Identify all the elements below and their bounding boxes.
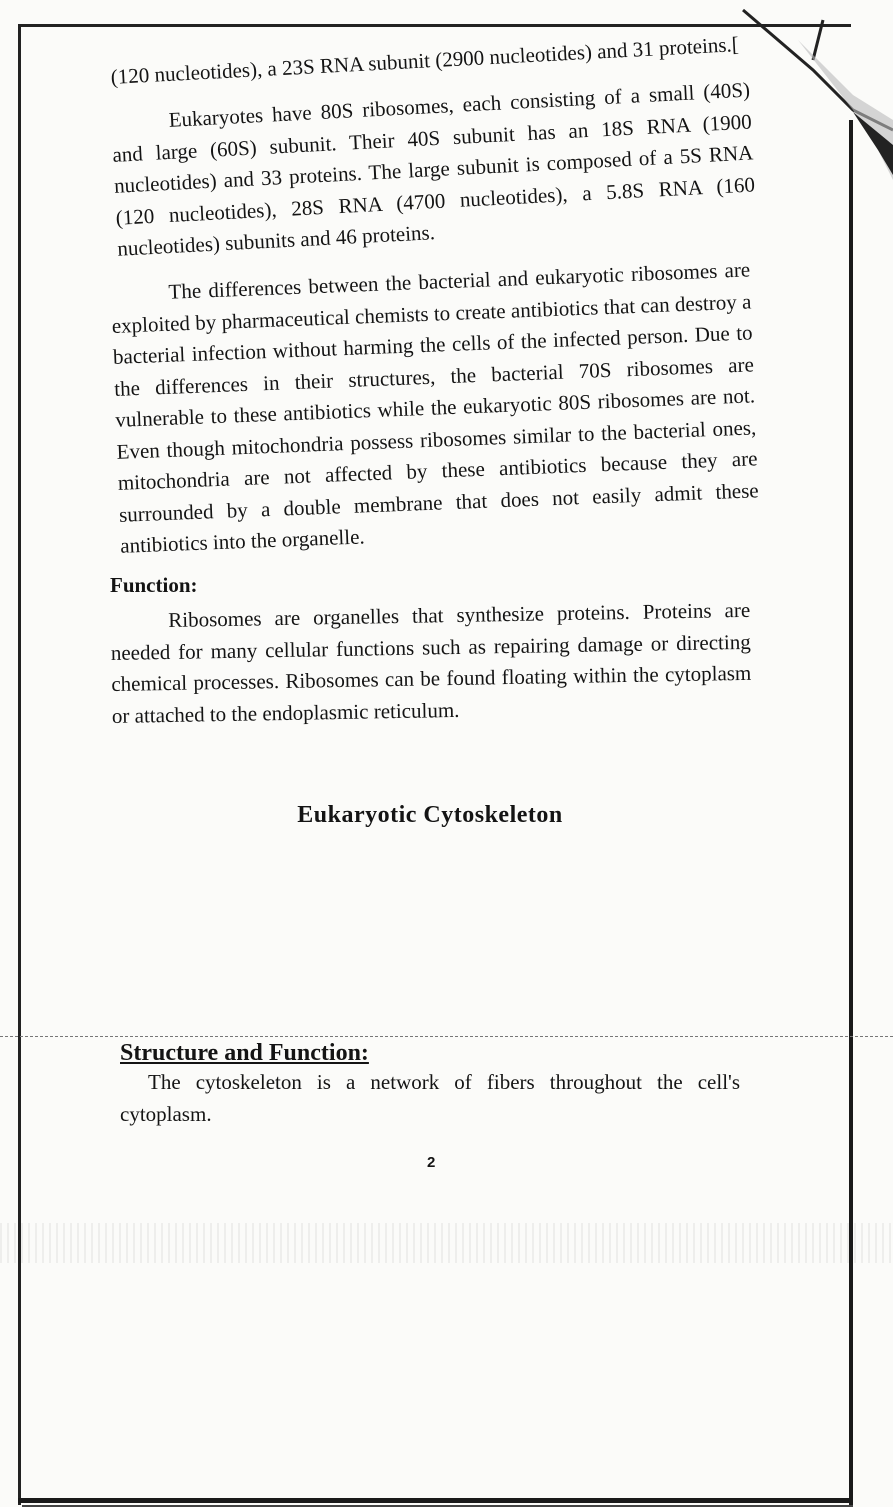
paragraph-function: Ribosomes are organelles that synthesize proteins. Proteins are needed for many cellular functions such as repairing damage or directing chemical processes. Ribosomes can be found floating within the cytoplasm or attached to the endoplasmic reticulum. (110, 597, 752, 727)
page-border-right (849, 120, 853, 1505)
structure-heading: Structure and Function: (120, 1040, 369, 1066)
fold-line (0, 1036, 893, 1038)
structure-text: The cytoskeleton is a network of fibers throughout the cell's cytoplasm. (120, 1070, 740, 1126)
structure-section (120, 1040, 740, 1130)
function-heading: Function: (110, 572, 198, 597)
page-number: 2 (427, 1154, 436, 1171)
paragraph-differences: The differences between the bacterial and eukaryotic ribosomes are exploited by pharmaceutical chemists to create antibiotics that can destroy a bacterial infection without harming the cells of the infected person. Due to the differences in their structures, the bacterial 70S ribosomes are vulnerable to these antibiotics while the eukaryotic 80S ribosomes are not. Even though mitochondria possess ribosomes similar to the bacterial ones, mitochondria are not affected by these antibiotics because they are surrounded by a double membrane that does not easily admit these antibiotics into the organelle. (111, 257, 760, 558)
paragraph-eukaryotes: Eukaryotes have 80S ribosomes, each consisting of a small (40S) and large (60S) subunit. Their 40S subunit has an 18S RNA (1900 nucleotides) and 33 proteins. The large subunit is composed of a 5S RNA (120 nucleotides), 28S RNA (4700 nucleotides), a 5.8S RNA (160 nucleotides) subunits and 46 proteins. (111, 77, 756, 261)
page-border-bottom (18, 1498, 853, 1503)
paragraph-continued: (120 nucleotides), a 23S RNA subunit (2900 nucleotides) and 31 proteins.[ (110, 32, 740, 89)
scan-noise (0, 1223, 893, 1263)
section-title: Eukaryotic Cytoskeleton (297, 801, 563, 828)
page-body (110, 32, 760, 829)
